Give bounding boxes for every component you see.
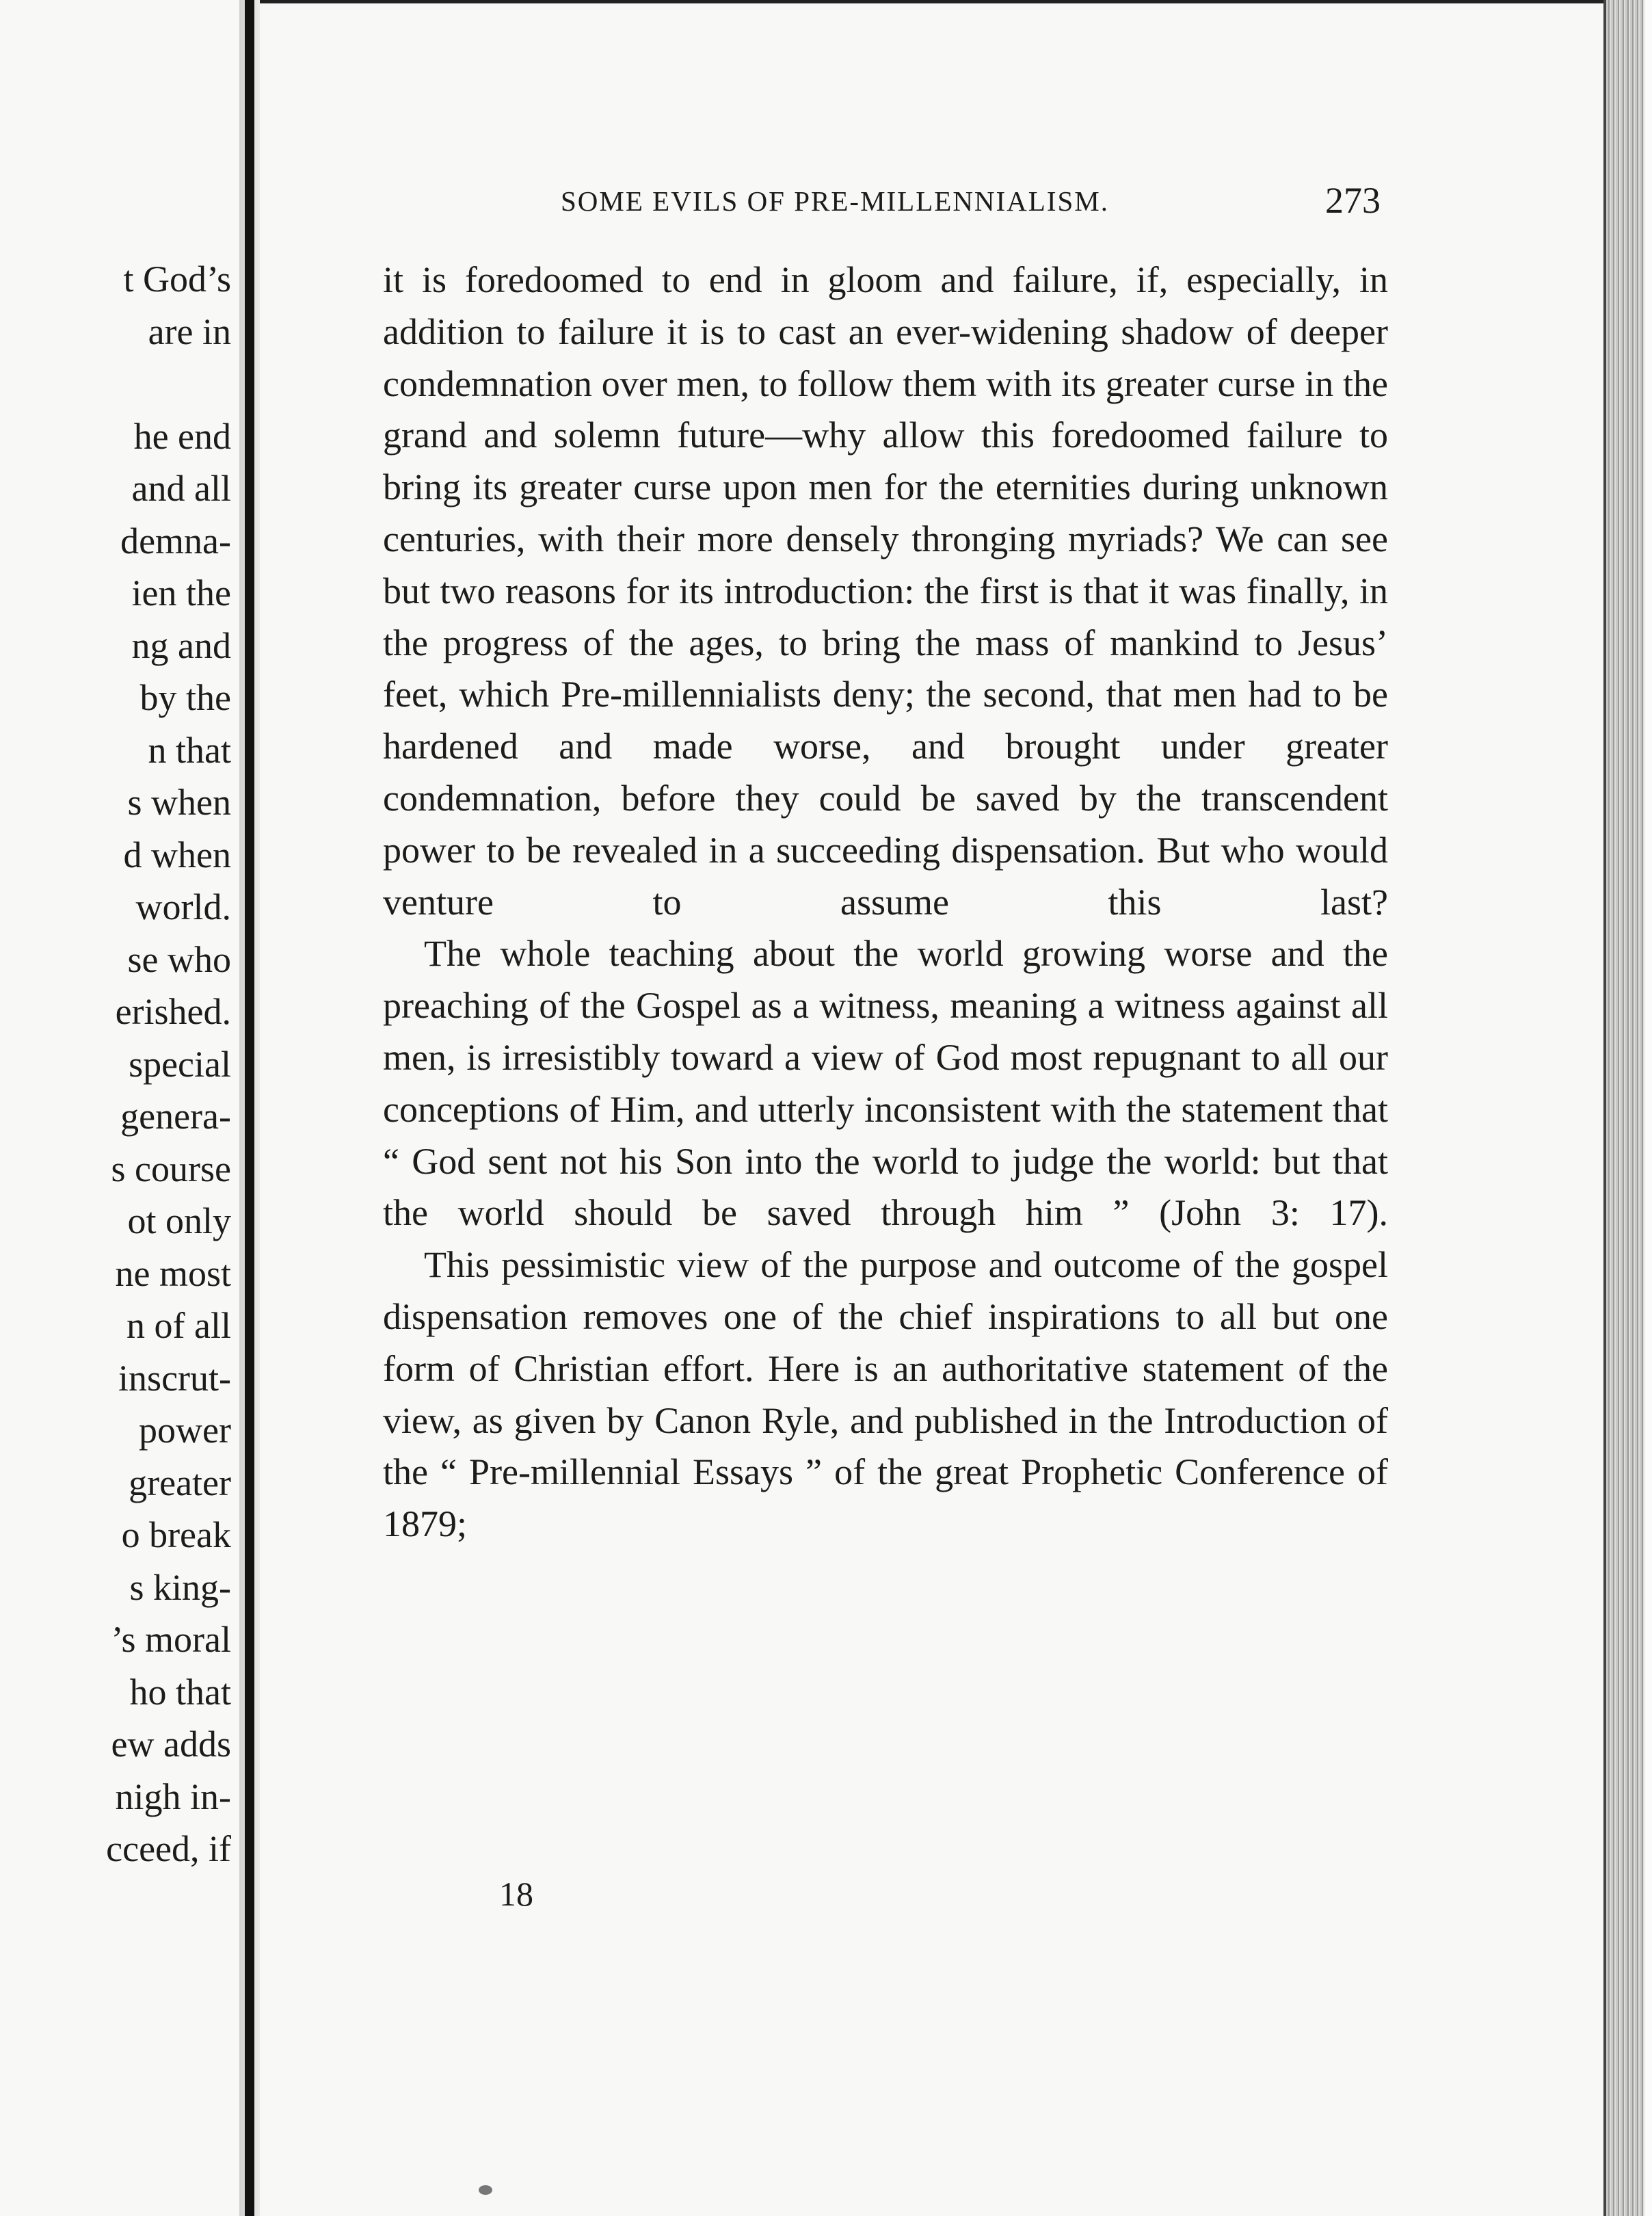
facing-page-line: cceed, if xyxy=(106,1828,231,1869)
scan-border xyxy=(1644,0,1652,2216)
paragraph: This pessimistic view of the purpose and outcome of the gospel dispensation removes one of the chief inspirations to all but one form of Christian effort. Here is an authoritative statement of the view, as given by Canon Ryle, and published in the Introduction of the “ Pre-millennial Essays ” of the great Prophetic Conference of 1879; xyxy=(383,1244,1388,1545)
facing-page-line: s when xyxy=(127,782,231,823)
facing-page-line: greater xyxy=(129,1462,231,1503)
facing-page-line: are in xyxy=(148,311,231,352)
page-top-edge xyxy=(260,0,1603,3)
book-gutter xyxy=(245,0,254,2216)
facing-page-left xyxy=(0,0,239,2216)
facing-page-line: d when xyxy=(123,834,231,875)
facing-page-text xyxy=(106,253,231,1875)
facing-page-line: se who xyxy=(127,938,231,980)
facing-page-line: s course xyxy=(111,1148,231,1189)
facing-page-line: power xyxy=(139,1410,231,1451)
facing-page-line: world. xyxy=(135,886,231,927)
page-block-edge xyxy=(1603,0,1647,2216)
facing-page-line xyxy=(106,358,231,410)
paragraph-continued: it is foredoomed to end in gloom and failure, if, especially, in addition to failure it is to cast an ever-widening shadow of deeper condemnation over men, to follow them with its greater curse in the grand and solemn future—why allow this foredoomed failure to bring its greater curse upon men for the eternities during unknown centuries, with their more densely thronging myriads? We can see but two reasons for its introduction: the first is that it was finally, in the progress of the ages, to bring the mass of mankind to Jesus’ feet, which Pre-millennialists deny; the second, that men had to be hardened and made worse, and brought under greater condemnation, before they could be saved by the transcendent power to be revealed in a succeeding dispensation. But who would venture to assume this last? xyxy=(383,259,1388,923)
facing-page-line: demna- xyxy=(120,520,231,562)
facing-page-line: nigh in- xyxy=(115,1776,231,1817)
facing-page-line: erished. xyxy=(115,991,231,1032)
facing-page-line: o break xyxy=(121,1514,231,1555)
facing-page-line: s king- xyxy=(129,1566,231,1608)
signature-mark: 18 xyxy=(499,1875,533,1913)
facing-page-line: ng and xyxy=(131,624,231,666)
scan-speck xyxy=(479,2185,492,2195)
facing-page-line: ho that xyxy=(129,1671,231,1713)
facing-page-line: n of all xyxy=(126,1305,231,1346)
facing-page-line: ne most xyxy=(115,1252,231,1294)
paragraph: The whole teaching about the world growing worse and the preaching of the Gospel as a witness, meaning a witness against all men, is irresistibly toward a view of God most repugnant to all our conceptions of Him, and utterly inconsistent with the statement that “ God sent not his Son into the world to judge the world: but that the world should be saved through him ” (John 3: 17). xyxy=(383,933,1388,1234)
facing-page-line: he end xyxy=(133,415,231,457)
facing-page-line: by the xyxy=(139,677,231,718)
running-head: SOME EVILS OF PRE-MILLENNIALISM. xyxy=(561,185,1109,217)
body-text xyxy=(383,254,1388,1551)
page-number: 273 xyxy=(1325,180,1381,221)
facing-page-line: ew adds xyxy=(111,1724,231,1765)
facing-page-line: special xyxy=(129,1043,231,1085)
facing-page-line: inscrut- xyxy=(118,1357,231,1399)
facing-page-line: t God’s xyxy=(123,259,231,300)
facing-page-line: and all xyxy=(131,468,231,509)
facing-page-line: ’s moral xyxy=(111,1619,231,1660)
facing-page-line: genera- xyxy=(120,1096,231,1137)
facing-page-line: n that xyxy=(148,729,231,771)
facing-page-line: ien the xyxy=(131,572,231,614)
facing-page-line: ot only xyxy=(127,1200,231,1241)
